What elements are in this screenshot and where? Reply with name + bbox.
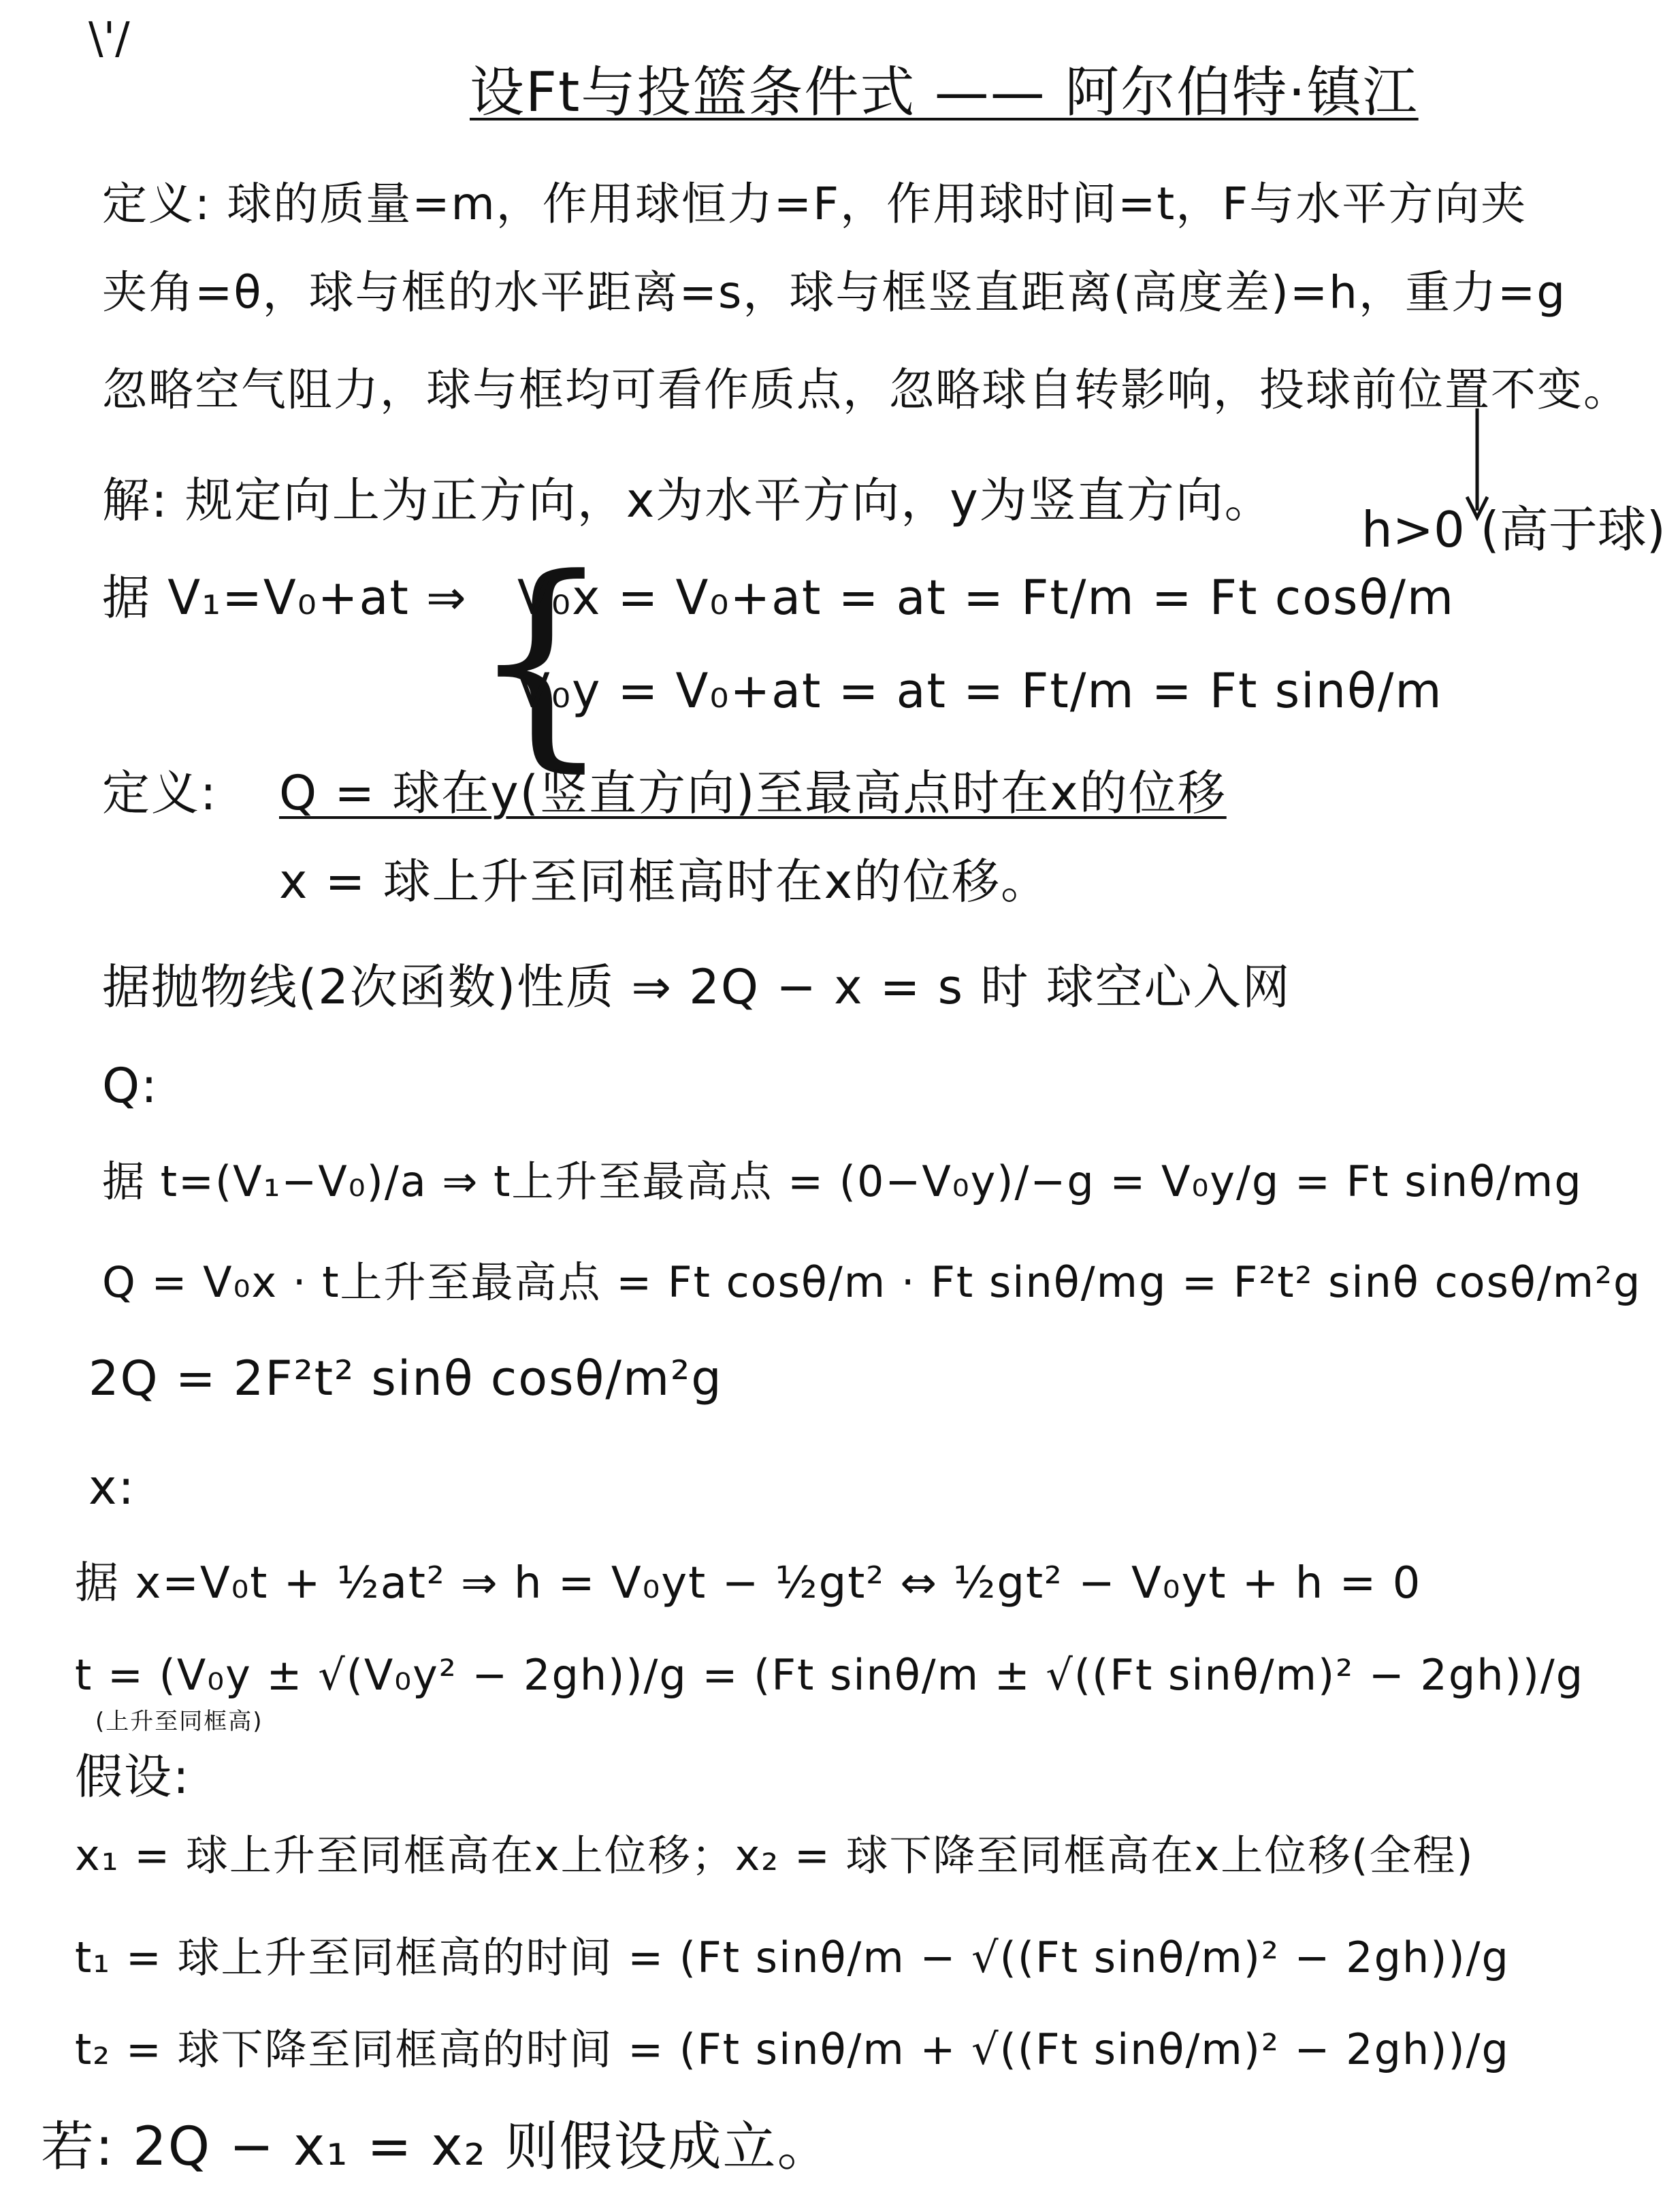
conclusion-line: 若: 2Q − x₁ = x₂ 则假设成立。 <box>41 2116 832 2178</box>
q-label: Q: <box>102 1058 159 1114</box>
definition-line-1: 定义: 球的质量=m，作用球恒力=F，作用球时间=t，F与水平方向夹 <box>102 178 1528 230</box>
q-formula-2: Q = V₀x · t上升至最高点 = Ft cosθ/m · Ft sinθ/mg = F²t² sinθ cosθ/m²g <box>102 1257 1642 1307</box>
definition-x: x = 球上升至同框高时在x的位移。 <box>279 854 1050 909</box>
q-formula-1: 据 t=(V₁−V₀)/a ⇒ t上升至最高点 = (0−V₀y)/−g = V₀y/g = Ft sinθ/mg <box>102 1157 1583 1206</box>
assume-label: 假设: <box>75 1749 191 1805</box>
system-brace: { <box>470 530 613 791</box>
assume-line-3: t₂ = 球下降至同框高的时间 = (Ft sinθ/m + √((Ft sinθ/m)² − 2gh))/g <box>75 2024 1510 2074</box>
velocity-formula-intro: 据 V₁=V₀+at ⇒ <box>102 570 468 626</box>
x-formula-2: t = (V₀y ± √(V₀y² − 2gh))/g = (Ft sinθ/m ± √((Ft sinθ/m)² − 2gh))/g <box>75 1650 1585 1700</box>
corner-mark: \'/ <box>88 14 130 64</box>
h-positive-note: h>0 (高于球) <box>1361 501 1666 558</box>
definition-line-3: 忽略空气阻力，球与框均可看作质点，忽略球自转影响，投球前位置不变。 <box>102 364 1630 416</box>
definition2-label: 定义: <box>102 765 218 821</box>
page-title: 设Ft与投篮条件式 —— 阿尔伯特·镇江 <box>470 61 1419 124</box>
definition-q: Q = 球在y(竖直方向)至最高点时在x的位移 <box>279 765 1227 821</box>
t-subnote: (上升至同框高) <box>95 1708 263 1735</box>
x-label: x: <box>88 1459 136 1515</box>
x-formula-1: 据 x=V₀t + ½at² ⇒ h = V₀yt − ½gt² ⇔ ½gt² − V₀yt + h = 0 <box>75 1558 1422 1609</box>
definition-line-2: 夹角=θ，球与框的水平距离=s，球与框竖直距离(高度差)=h，重力=g <box>102 266 1567 319</box>
velocity-x-formula: V₀x = V₀+at = at = Ft/m = Ft cosθ/m <box>517 570 1455 626</box>
parabola-property-line: 据抛物线(2次函数)性质 ⇒ 2Q − x = s 时 球空心入网 <box>102 959 1291 1015</box>
solution-line: 解: 规定向上为正方向，x为水平方向，y为竖直方向。 <box>102 472 1274 528</box>
assume-line-1: x₁ = 球上升至同框高在x上位移；x₂ = 球下降至同框高在x上位移(全程) <box>75 1830 1474 1880</box>
assume-line-2: t₁ = 球上升至同框高的时间 = (Ft sinθ/m − √((Ft sinθ/m)² − 2gh))/g <box>75 1933 1510 1982</box>
q-formula-3: 2Q = 2F²t² sinθ cosθ/m²g <box>88 1351 723 1406</box>
velocity-y-formula: V₀y = V₀+at = at = Ft/m = Ft sinθ/m <box>517 663 1443 719</box>
